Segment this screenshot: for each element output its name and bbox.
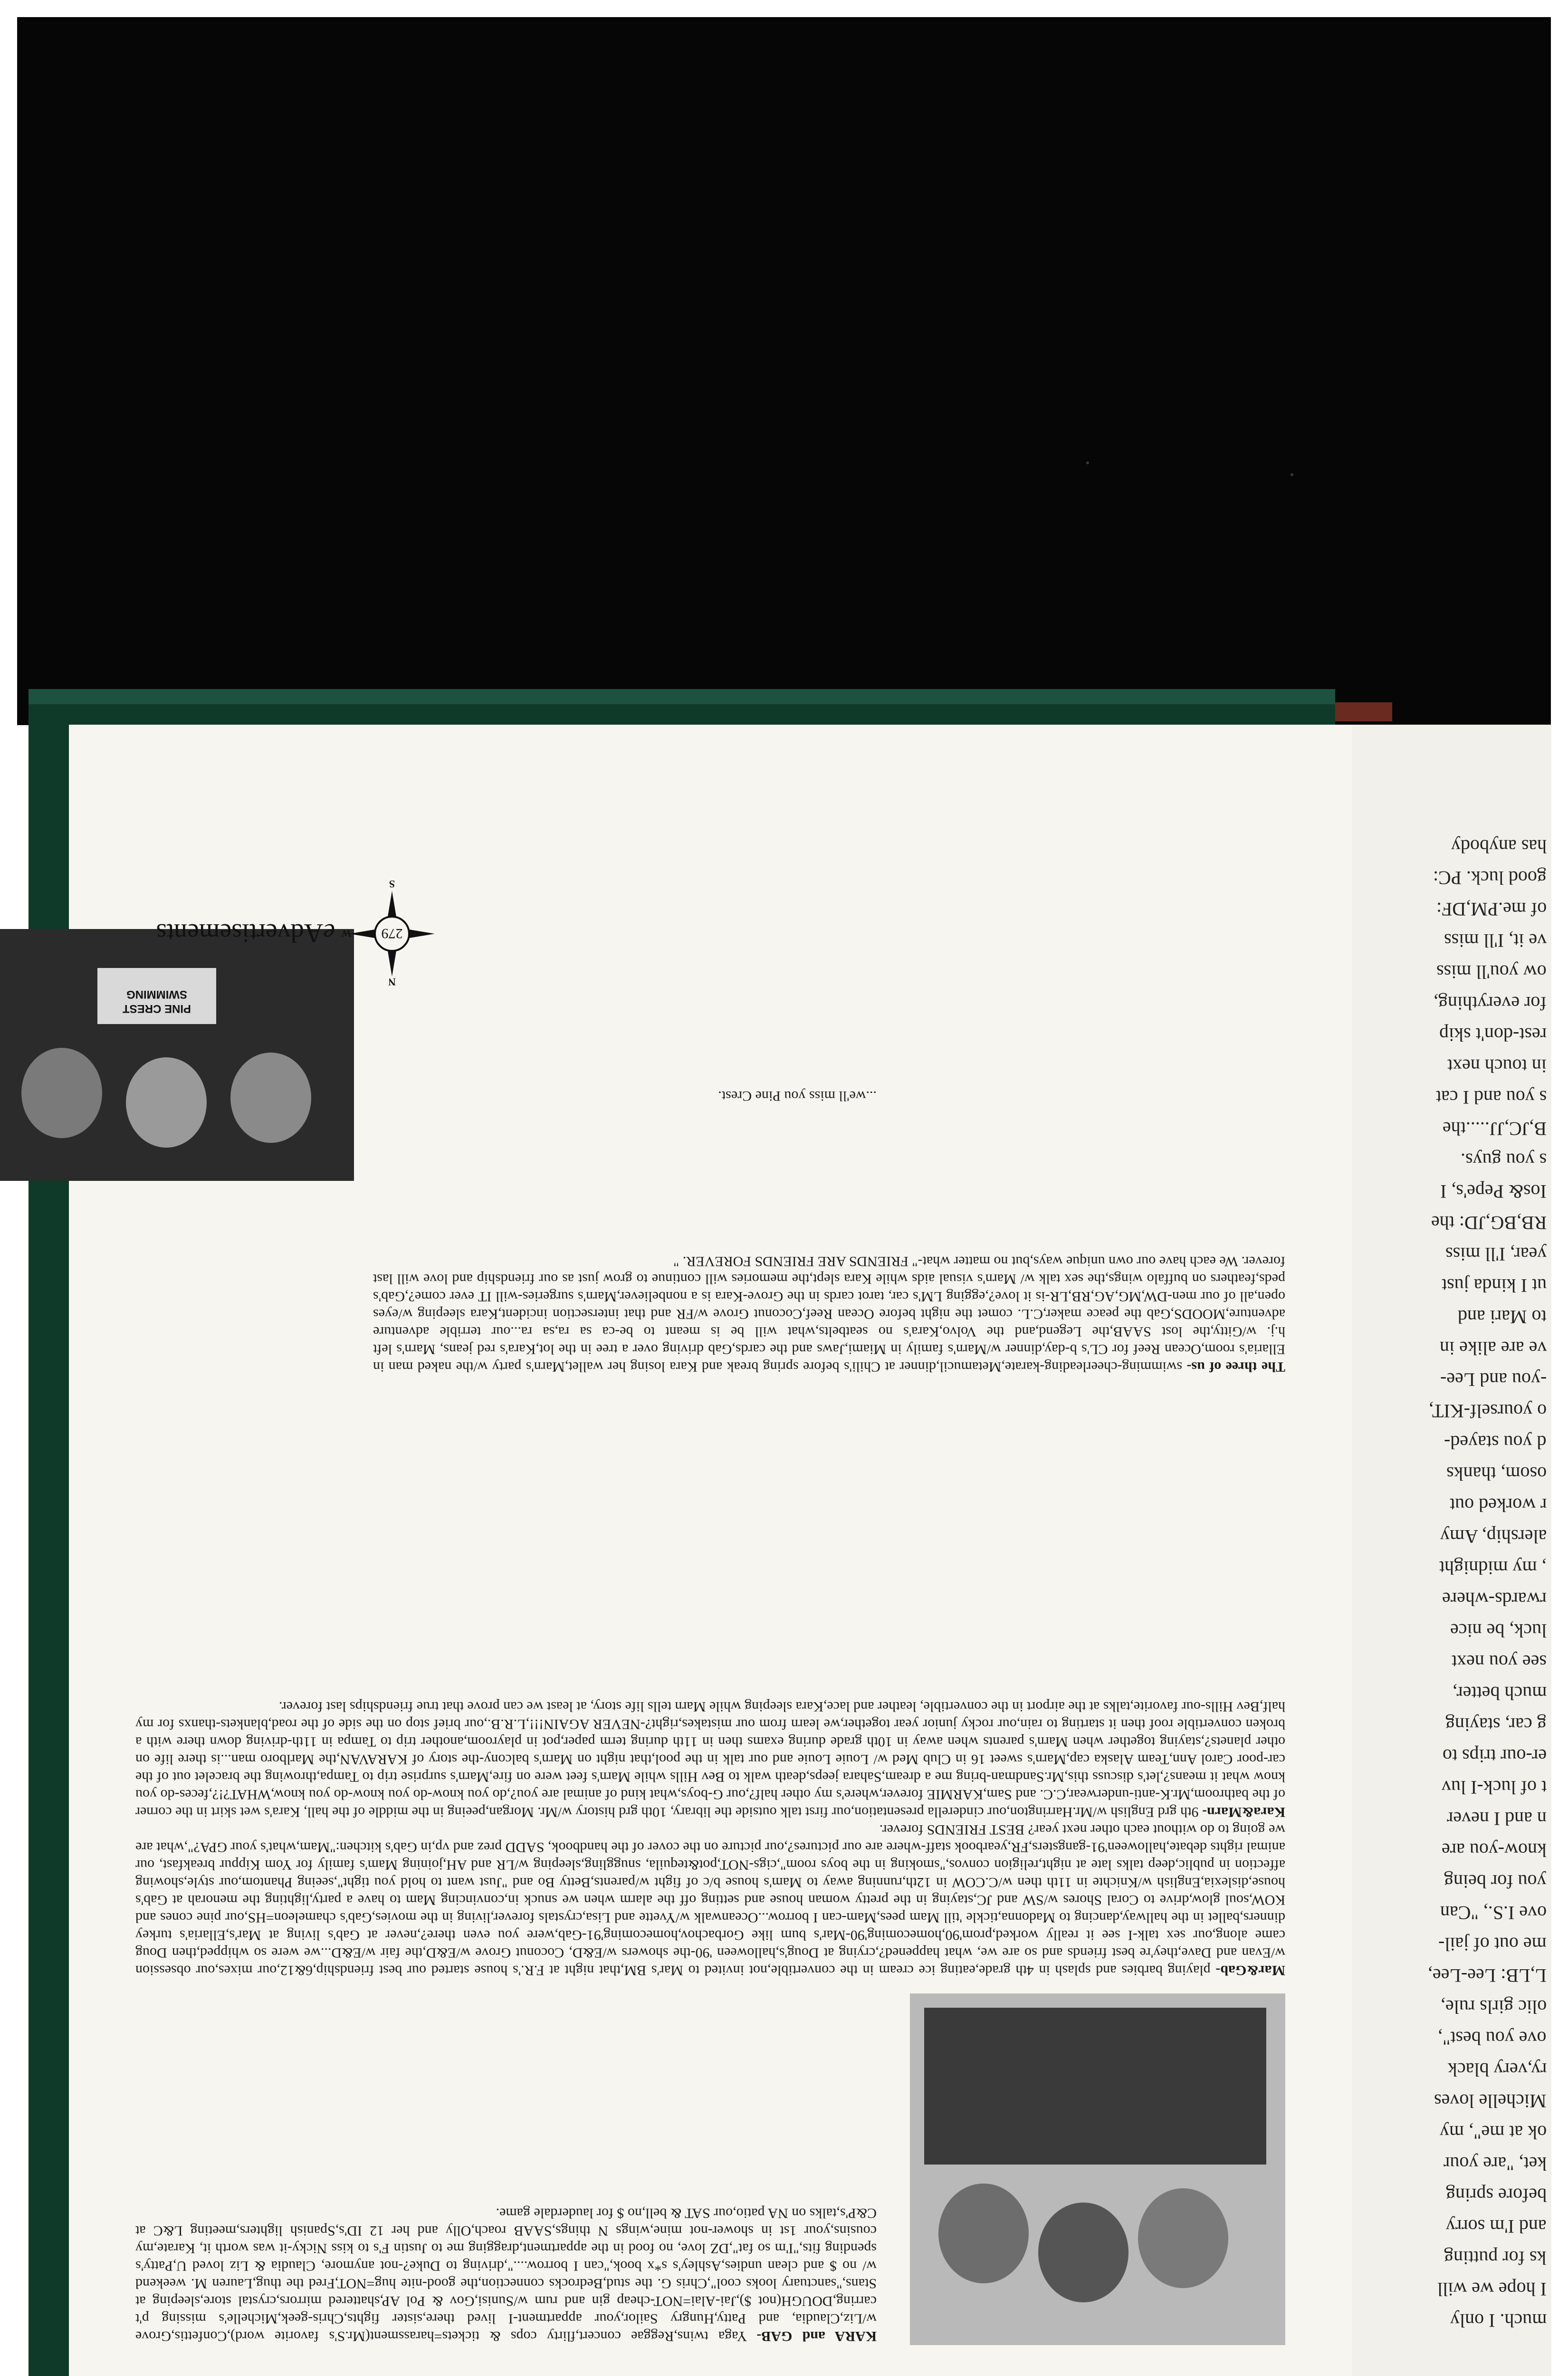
- adjacent-page-line: ove you best",: [1438, 2028, 1547, 2049]
- section-body: Yaga twins,Reggae concert,flirty cops & tickets=harassment(Mr.S's favorite word),Confettis,Grove w/Liz,Claudia, and Patty,Hungry Sailor,your appartment-I lived there,sister fights,Chris-geek,Michelle's missing p't carring,DOUGH(not $),Jai-Alai=NOT-cheap gin and rum w/Sunisi,Gov & Pol AP,shattered mirrors,crystal store,sleeping at Stans,"sanctuary looks cool",Chris G. the stud,Bedrocks connection,the good-nite hug=NOT,Fred the thug,Lauren M. weekend w/ no $ and clean undies,Ashley's s*x book,"can I borrow....",driving to Duke?-not anymore, Claudia & Liz loved U,Patty's spending fits,"I'm so fat",DZ love, no food in the appartment,dragging me to Justin F's to kiss Nicky-it was worth it, Karate,my cousins,your 1st in shower-not mine,wings N things,SAAB roach,Olly and her 12 ID's,Spanish lighters,meeting L&C at C&P's,talks on NA patio,our SAT & bell,no $ for lauderdale game.: [135, 2205, 877, 2344]
- adjacent-page-line: , my midnight: [1439, 1557, 1547, 1579]
- adjacent-page-line: see you next: [1452, 1651, 1547, 1673]
- photo-figure: [1138, 2188, 1228, 2288]
- text-block-kara-and-gab: [135, 2204, 877, 2345]
- adjacent-page-line: good luck. PC:: [1433, 867, 1547, 889]
- adjacent-page-line: for everything,: [1434, 993, 1547, 1014]
- adjacent-page-line: er-our trips to: [1442, 1745, 1547, 1767]
- upside-down-content: [69, 725, 1352, 2376]
- scanner-background: [17, 17, 1551, 725]
- adjacent-page-line: n and I never: [1447, 1808, 1547, 1830]
- section-body: 9th grd English w/Mr.Harrington,our cinderella presentation,our first talk outside the library, 10th grd history w/Mr. Morgan,peeing in the middle of the hall, Kara's wet skirt in the corner of the bathroom,Mr.K-anti-underwear,C.C. and Sam,KARMIE forever,where's my other half?,our G-boys,what kind of animal are you?,do you know-do you know-do you know,WHAT?!?,feces-do you know what it means?,let's discuss this,Mr.Sandman-bring me a dream,Sahara jeeps,death walk to Bev Hills while Marn's feet were on fire,Marn's surprise trip to Tampa,throwing the bracelet out of the car-poor Carol Ann,Team Alaska cap,Marn's sweet 16 in Club Med w/ Louie Louie and our talk in the pool,that night on Marn's balcony-the story of KARAVAN,the Marlboro man...is there life on other planets?,staying together when Marn's parents when away in 10th grade during exams then in 11th during term paper,pot in playroom,another trip to Tampa in 11th-driving down there with a broken convertible roof then it starting to rain,our rocky junior year together,we learn from our mistakes,right?-NEVER AGAIN!!!,L.R.B.,our brief stop on the side of the road,blankets-thanxs for my half,Bev Hills-our favorite,talks at the airport in the convertible, leather and lace,Kara sleeping while Marn tells life story, at least we can prove that true friendships last forever.: [135, 1699, 1285, 1820]
- adjacent-page-line: ry,very black: [1447, 2059, 1547, 2080]
- adjacent-page-line: RB,BG,JD: the: [1431, 1212, 1547, 1234]
- adjacent-page-line: in touch next: [1447, 1055, 1547, 1077]
- adjacent-page-line: d you stayed-: [1444, 1432, 1547, 1453]
- book-cover-edge: [29, 689, 1335, 704]
- cover-decoration: [1335, 702, 1392, 721]
- photo-face: [21, 1048, 102, 1138]
- adjacent-page-line: much better,: [1452, 1683, 1547, 1704]
- folio-lead-letter: e: [323, 918, 335, 948]
- adjacent-page-line: ks for putting: [1444, 2247, 1547, 2269]
- adjacent-page-line: has anybody: [1451, 836, 1547, 857]
- adjacent-page-line: olic girls rule,: [1440, 1996, 1547, 2018]
- adjacent-page-line: rest-don't skip: [1439, 1024, 1547, 1045]
- adjacent-page-line: luck, be nice: [1450, 1620, 1547, 1641]
- photo-three-people-at-party: [910, 1993, 1285, 2345]
- text-block-mar-and-gab: [135, 1698, 1285, 1979]
- adjacent-page-line: B,JC,JJ.....the: [1443, 1118, 1547, 1140]
- photo-figure: [938, 2184, 1029, 2283]
- section-body: playing barbies and splash in 4th grade,eating ice cream in the convertible,not invited to Mar's BM,that night at F.R.'s house started our best friendship,6&12,our mixes,our obsession w/Evan and Dave,they're best friends and so are we, what happened?,crying at Doug's,halloween '90-the showers w/E&D, Coconut Grove w/E&D,the fair w/E&D...we were so whipped,then Doug came along,our sex talk-I see it really worked,prom'90,homecoming'90-Mar's bum like Gorbachov,homecoming'91-Gab,were you even there?,never at Gab's living at Mar's,Ellaria's turkey dinners,ballet in the hallway,dancing to Madonna,tickle 'till Mam pees,Mam-can I borrow...Oceanwalk w/Yvette and Lisa,crystals forever,living in the movies,Gab's chameleon=HS,our pine cones and KOW,soul glow,drive to Coral Shores w/SW and JC,staying in the pretty woman house and setting off the alarm when we snuck in,convincing Mam to have a party,lighting the menorah at Gab's house,dislexia,English w/Knichte in 11th then w/C.COW in 12th,running away to Mam's house b/c of fight w/parents,Betty Bo and "Just want to hold you tight",seeing Phantom,our style,showing affection in public,deep talks late at night,religion convos,"smoking in the boys room",cigs-NOT,pot&tequila, snuggling,sleeping w/LR and AH,joining Mam's family for Yom Kippur breakfast, our animal rights debate,halloween'91-gangsters,FR,yearbook staff-where are our pictures?,our picture on the cover of the handbook, SADD prez and vp,in Gab's kitchen:"Mam,what's your GPA?",what are we going to do without each other next year? BEST FRIENDS forever.: [135, 1822, 1285, 1978]
- section-heading: The three of us-: [1186, 1359, 1285, 1375]
- photo-face: [126, 1057, 207, 1148]
- shirt-print: PINE CREST SWIMMING: [97, 968, 216, 1024]
- adjacent-page-line: you for being: [1444, 1871, 1547, 1892]
- text-block-three-of-us: [373, 1253, 1285, 1376]
- adjacent-page-line: ve it, I'll miss: [1444, 930, 1547, 951]
- adjacent-page-line: Ios& Pepe's, I: [1440, 1181, 1547, 1202]
- adjacent-page-line: Michelle loves: [1434, 2090, 1547, 2112]
- adjacent-page-line: know-you are: [1441, 1839, 1547, 1861]
- adjacent-page-line: ok at me", my: [1439, 2122, 1547, 2143]
- adjacent-page-line: year, I'll miss: [1445, 1244, 1547, 1265]
- adjacent-page-line: to Mari and: [1458, 1306, 1547, 1328]
- photo-figure: [1038, 2203, 1128, 2302]
- adjacent-page-line: ove I.S., "Can: [1440, 1902, 1547, 1924]
- section-heading: KARA and GAB-: [756, 2328, 877, 2344]
- adjacent-page-line: osom, thanks: [1446, 1463, 1547, 1485]
- photo-face: [230, 1053, 311, 1143]
- adjacent-page-line: much. I only: [1450, 2310, 1547, 2331]
- adjacent-page-line: t of luck-I luv: [1441, 1777, 1547, 1798]
- folio-page-number: 279: [381, 926, 403, 941]
- adjacent-page-line: and I'm sorry: [1446, 2216, 1547, 2237]
- adjacent-page-line: ut I kinda just: [1441, 1275, 1547, 1296]
- adjacent-page-line: of me.PM,DF:: [1436, 899, 1547, 920]
- closing-line: ...we'll miss you Pine Crest.: [718, 1088, 877, 1104]
- adjacent-page-line: ow you'll miss: [1436, 961, 1547, 983]
- adjacent-page-line: L,LB: Lee-Lee,: [1428, 1965, 1547, 1986]
- compass-n: N: [388, 976, 396, 988]
- page-folio: [97, 878, 440, 988]
- adjacent-page-line: me out of jail-: [1438, 1934, 1547, 1955]
- section-heading: Mar&Gab-: [1215, 1963, 1285, 1978]
- photo-bodies: [924, 2008, 1266, 2165]
- adjacent-page-line: s you and I cat: [1435, 1087, 1547, 1108]
- dust-speck: [1086, 461, 1089, 464]
- adjacent-page-line: r worked out: [1449, 1495, 1547, 1516]
- adjacent-page-line: before spring: [1445, 2184, 1547, 2206]
- adjacent-page-line: alership, Amy: [1440, 1526, 1547, 1547]
- folio-section-title: [156, 918, 335, 948]
- compass-rose-icon: [341, 878, 440, 988]
- yearbook-page: [69, 725, 1352, 2376]
- adjacent-page-line: ve are alike in: [1439, 1338, 1547, 1359]
- adjacent-page-line: g car, staying: [1445, 1714, 1547, 1735]
- adjacent-page-line: ket, "are your: [1443, 2153, 1547, 2175]
- adjacent-page-line: rwards-where: [1442, 1589, 1547, 1610]
- section-heading: Kara&Marn-: [1202, 1804, 1285, 1820]
- adjacent-page-line: o yourself-KIT,: [1428, 1400, 1547, 1422]
- adjacent-page-line: I hope we will: [1437, 2279, 1547, 2300]
- adjacent-page-line: -you and Lee-: [1440, 1369, 1547, 1390]
- dust-speck: [1291, 473, 1293, 476]
- adjacent-page-line: s you guys.: [1460, 1150, 1547, 1171]
- compass-s: S: [389, 878, 395, 890]
- compass-w: W: [341, 928, 352, 939]
- section-body: swimming-cheerleading-karate,Metamucil,dinner at Chili's before spring break and Kara losing her wallet,Marn's party w/the naked man in Ellaria's room,Ocean Reef for CL's b-day,dinner w/Marn's family in Miami,Jaws and the cards,Gab driving over a tree in the lot,Kara's red jeans, Marn's left h.j. w/Gitty,the lost SAAB,the Legend,and the Volvo,Kara's no seatbelts,what will be is meant to be-ca sa ra,sa ra...our terrible adventure adventure,MOODS,Gab the peace maker,C.L. comet the night before Ocean Reef,Coconut Grove w/FR and that intersection incident,Kara sleeping w/eyes open,all of our men-DW,MG,AG,RB,LR-is it love?,egging LM's car, tarot cards in the Grove-Kara is a nonbeliever,Marn's surgeries-will IT ever come?,Gab's peds,feathers on buffalo wings,the sex talk w/ Marn's visual aids while Kara slept,the memories will continue to grow just as our friendship and love will last forever. We each have our own unique ways,but no matter what-" FRIENDS ARE FRIENDS FOREVER. ": [373, 1254, 1285, 1375]
- adjacent-page-edge: [1352, 725, 1551, 2376]
- folio-section-name: Advertisements: [156, 918, 324, 948]
